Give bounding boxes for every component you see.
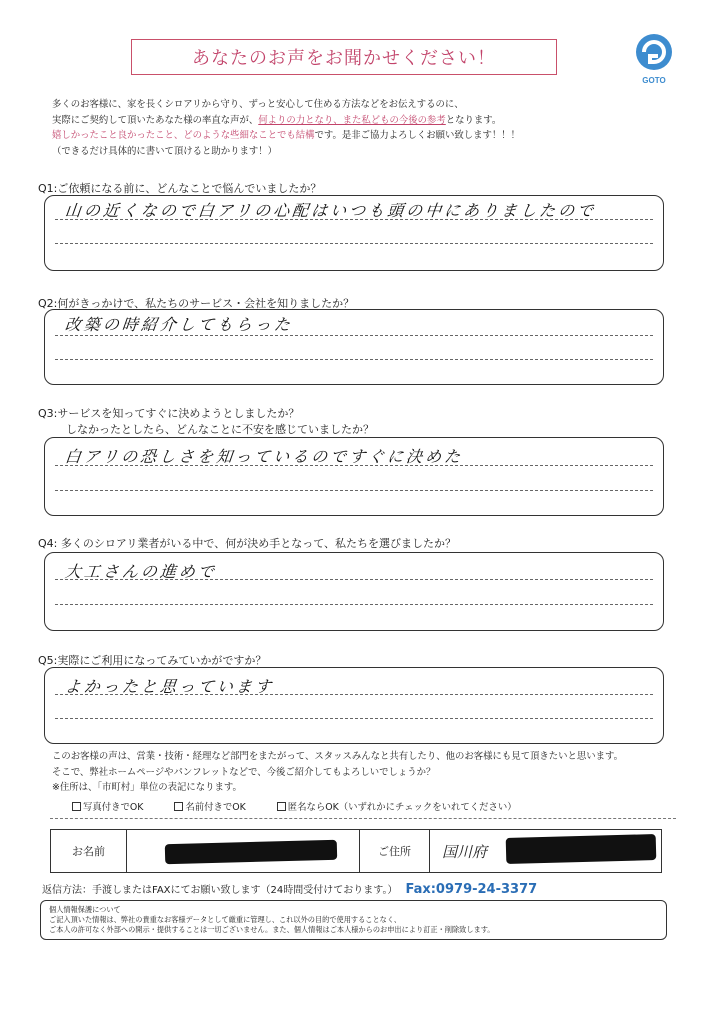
answer-box-2[interactable] xyxy=(44,309,664,385)
intro-line-4: （できるだけ具体的に書いて頂けると助かります！） xyxy=(52,145,278,157)
intro-line-3: 嬉しかったこと良かったこと、どのような些細なことでも結構です。是非ご協力よろしくお願い致します！！！ xyxy=(52,130,521,141)
page-title-text: あなたのお声をお聞かせください！ xyxy=(192,48,496,69)
intro-text xyxy=(52,97,672,159)
address-value: 国川府 xyxy=(442,842,488,861)
fax-number: Fax:0979-24-3377 xyxy=(405,882,538,897)
question-3-sub: しなかったとしたら、どんなことに不安を感じていましたか？ xyxy=(66,423,374,436)
answer-box-4[interactable] xyxy=(44,552,664,631)
question-1: Q1:ご依頼になる前に、どんなことで悩んでいましたか？ xyxy=(38,182,322,195)
answer-3: 白アリの恐しさを知っているのですぐに決めた xyxy=(63,447,465,466)
answer-4: 大工さんの進めで xyxy=(63,562,218,581)
question-3: Q3:サービスを知ってすぐに決めようとしましたか？ xyxy=(38,407,300,420)
checkbox-anonymous-ok[interactable]: 匿名ならOK（いずれかにチェックをいれてください） xyxy=(277,802,517,813)
privacy-notice: 個人情報保護について ご記入頂いた情報は、弊社の貴重なお客様データとして厳重に管理し、これ以外の目的で使用することなく、 ご本人の許可なく外部への開示・提供することは一切ございません。また、個人情報はご本人様からのお申出により訂正・削除致します。 xyxy=(40,900,667,940)
company-logo xyxy=(630,30,678,90)
address-label: ご住所 xyxy=(360,830,430,872)
name-label: お名前 xyxy=(51,830,127,872)
checkbox-name-ok[interactable]: 名前付きでOK xyxy=(174,802,245,813)
address-redaction xyxy=(506,834,657,864)
divider xyxy=(50,818,676,819)
question-4: Q4: 多くのシロアリ業者がいる中で、何が決め手となって、私たちを選びましたか？ xyxy=(38,537,456,550)
answer-box-5[interactable] xyxy=(44,667,664,744)
privacy-title: 個人情報保護について xyxy=(49,905,121,914)
goto-logo-icon xyxy=(630,30,678,90)
name-redaction xyxy=(165,840,337,864)
address-field[interactable] xyxy=(430,830,661,872)
answer-box-3[interactable] xyxy=(44,437,664,516)
customer-info-table xyxy=(50,829,662,873)
answer-1: 山の近くなので白アリの心配はいつも頭の中にありましたので xyxy=(63,201,598,220)
intro-line-2: 実際にご契約して頂いたあなた様の率直な声が、何よりの力となり、また私どもの今後の参考となります。 xyxy=(52,114,502,126)
question-2: Q2:何がきっかけで、私たちのサービス・会社を知りましたか？ xyxy=(38,297,355,310)
permission-checkboxes xyxy=(72,799,545,813)
checkbox-photo-ok[interactable]: 写真付きでOK xyxy=(72,802,143,813)
answer-2: 改築の時紹介してもらった xyxy=(63,315,294,334)
intro-line-1: 多くのお客様に、家を長くシロアリから守り、ずっと安心して住める方法などをお伝えするのに、 xyxy=(52,99,464,110)
page-title xyxy=(131,39,557,75)
answer-5: よかったと思っています xyxy=(63,677,275,696)
svg-text:GOTO: GOTO xyxy=(642,76,666,85)
answer-box-1[interactable] xyxy=(44,195,664,271)
return-method: 返信方法：手渡しまたはFAXにてお願い致します（24時間受付けております。） Fax:0979-24-3377 xyxy=(42,882,538,897)
name-field[interactable] xyxy=(127,830,360,872)
consent-note: このお客様の声は、営業・技術・経理など部門をまたがって、スタッスみんなと共有したり、他のお客様にも見て頂きたいと思います。 そこで、弊社ホームページやパンフレットなどで、今後ご紹介してもよろしいでしょうか？ ※住所は、「市町村」単位の表記になります。 xyxy=(52,751,623,793)
question-5: Q5:実際にご利用になってみていかがですか？ xyxy=(38,654,267,667)
